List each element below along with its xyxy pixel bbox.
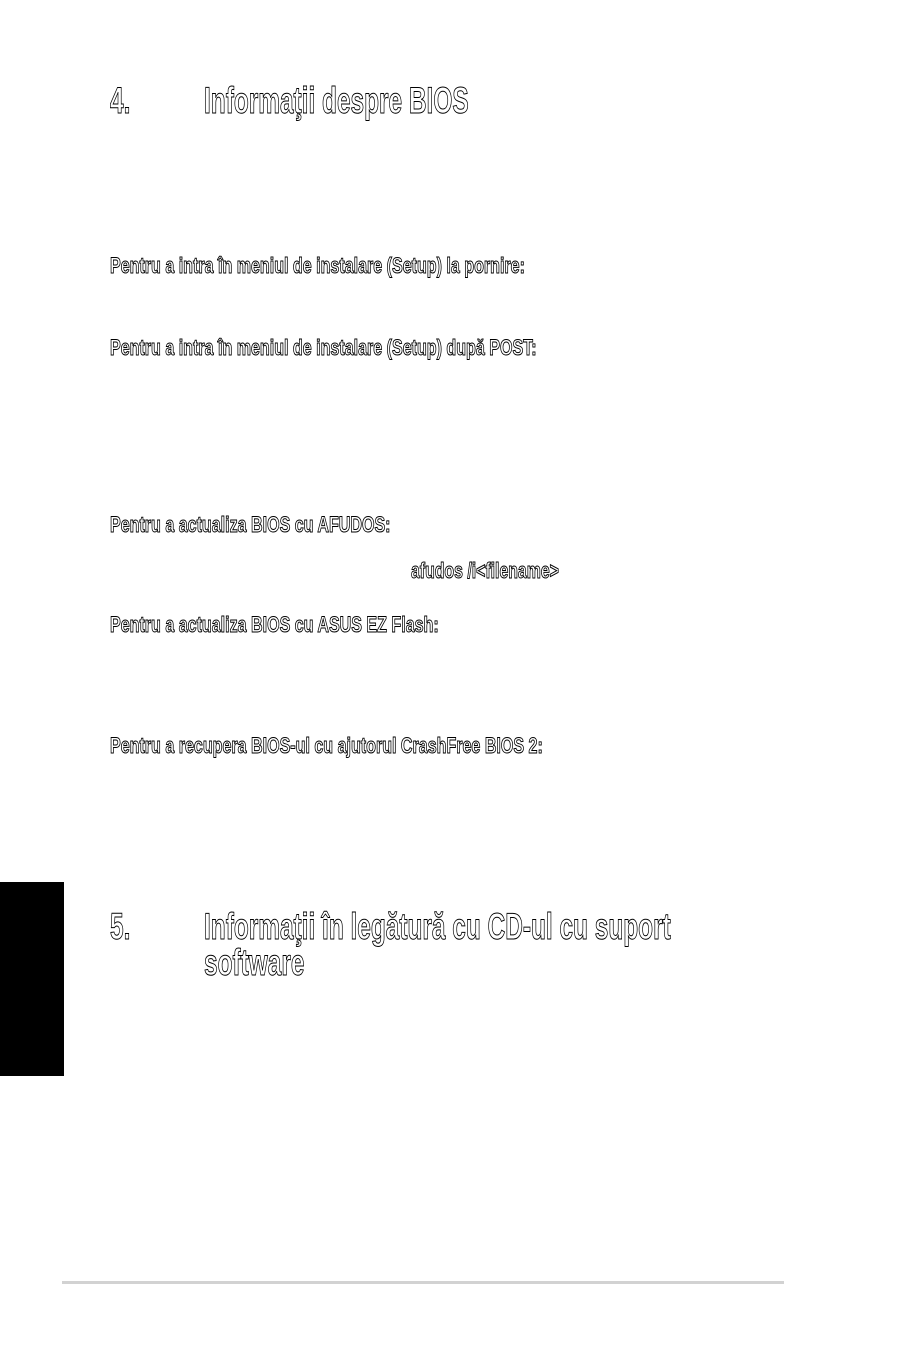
section-5-title-line-1: Informaţii în legătură cu CD-ul cu suport [204, 906, 671, 947]
footer-rule [62, 1281, 784, 1284]
enter-setup-boot-label: Pentru a intra în meniul de instalare (Setup) la pornire: [110, 253, 525, 278]
update-bios-ezflash-label: Pentru a actualiza BIOS cu ASUS EZ Flash: [110, 612, 439, 637]
section-5-title [204, 906, 671, 983]
recover-bios-crashfree-label: Pentru a recupera BIOS-ul cu ajutorul CrashFree BIOS 2: [110, 733, 543, 758]
section-5-number: 5. [110, 906, 131, 947]
section-4-number: 4. [110, 80, 131, 121]
enter-setup-post-label: Pentru a intra în meniul de instalare (Setup) după POST: [110, 335, 537, 360]
afudos-command-text: afudos /i<filename> [411, 558, 559, 583]
update-bios-afudos-label: Pentru a actualiza BIOS cu AFUDOS: [110, 512, 391, 537]
section-4-title: Informaţii despre BIOS [204, 80, 469, 121]
section-5-title-line-2: software [204, 942, 305, 983]
page-edge-tab-marker [0, 882, 64, 1076]
